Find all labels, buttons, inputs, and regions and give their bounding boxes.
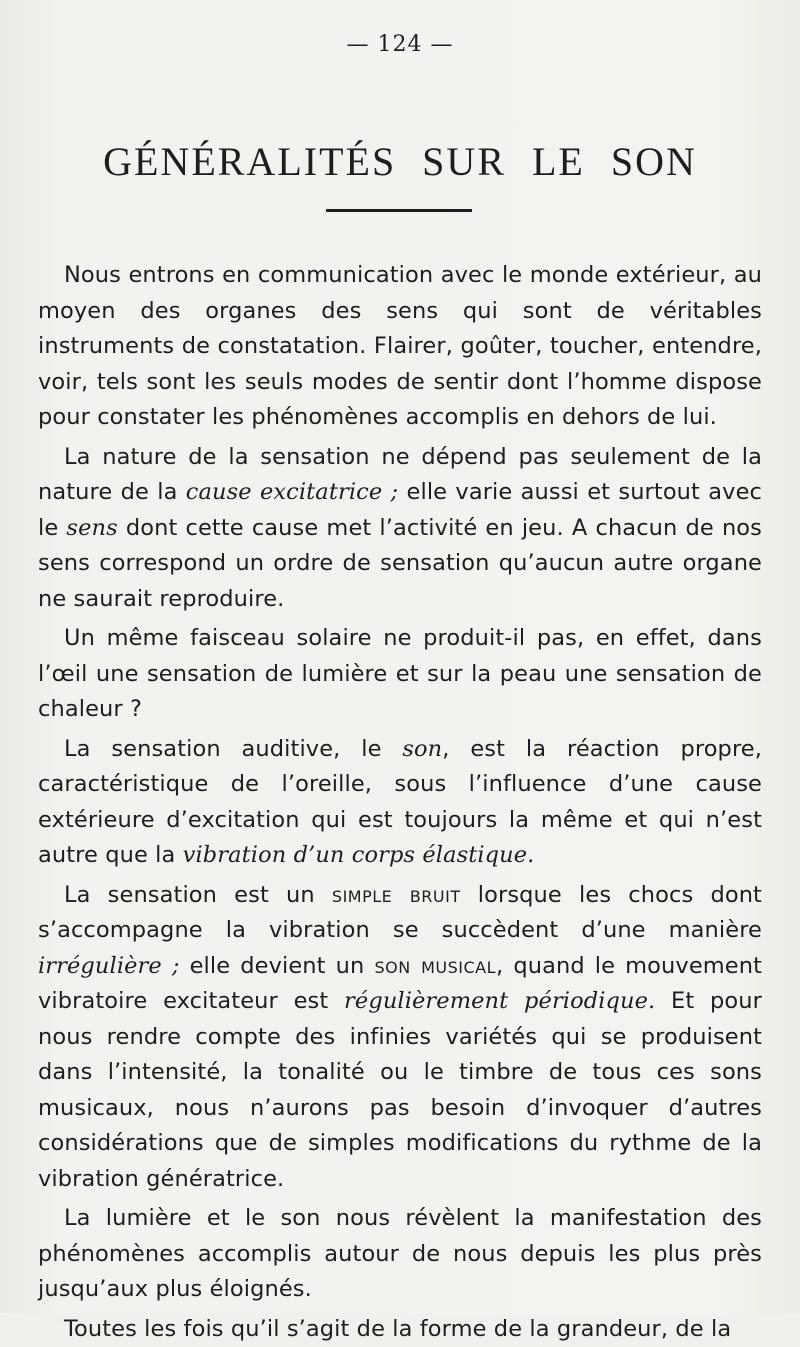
title-rule — [326, 209, 472, 212]
chapter-title: GÉNÉRALITÉS SUR LE SON — [0, 138, 800, 185]
text-run: Nous entrons en communication avec le monde extérieur, au moyen des organes des sens qui sont de véritables instruments de constatation. Flairer, goûter, toucher, entendre, voir, tels sont les seuls modes de sentir dont l’homme dispose pour constater les phénomènes accomplis en dehors de lui. — [38, 262, 762, 430]
text-run: , est la réaction propre, caractéristique de l’oreille, sous l’influence d’une cause extérieure d’excitation qui est toujours la même et qui n’est autre que la — [38, 736, 762, 869]
paragraph — [38, 258, 762, 436]
text-run: dont cette cause met l’activité en jeu. A chacun de nos sens correspond un ordre de sensation qu’aucun autre organe ne saurait reproduire. — [38, 515, 762, 612]
text-run: La lumière et le son nous révèlent la manifestation des phénomènes accomplis autour de nous depuis les plus près jusqu’aux plus éloignés. — [38, 1205, 762, 1302]
paragraph — [38, 621, 762, 728]
italic-text: sens — [66, 515, 117, 541]
italic-text: son — [402, 736, 442, 762]
italic-text: vibration d’un corps élastique. — [183, 842, 535, 868]
text-run: Toutes les fois qu’il s’agit de la forme de la grandeur, de la — [64, 1316, 731, 1342]
paragraph — [38, 440, 762, 618]
paragraph — [38, 1312, 762, 1347]
italic-text: irrégulière ; — [38, 953, 180, 979]
text-run: elle devient un — [180, 953, 375, 979]
paragraph — [38, 732, 762, 874]
italic-text: régulièrement périodique. — [344, 988, 655, 1014]
body-text — [38, 258, 762, 1347]
text-run: La nature de la sensation ne dépend pas seulement de la nature de la — [38, 444, 762, 506]
small-caps-text: son musical — [374, 953, 496, 979]
text-run: elle varie aussi et surtout avec le — [38, 479, 762, 541]
text-run: La sensation est un — [64, 882, 332, 908]
small-caps-text: simple bruit — [332, 882, 461, 908]
text-run: Et pour nous rendre compte des infinies variétés qui se produisent dans l’intensité, la tonalité ou le timbre de tous ces sons musicaux, nous n’aurons pas besoin d’invoquer d’autres considérations que de simples modifications du rythme de la vibration génératrice. — [38, 988, 762, 1192]
text-run: Un même faisceau solaire ne produit-il pas, en effet, dans l’œil une sensation de lumière et sur la peau une sensation de chaleur ? — [38, 625, 762, 722]
paragraph — [38, 878, 762, 1198]
text-run: lorsque les chocs dont s’accompagne la vibration se succèdent d’une manière — [38, 882, 762, 944]
text-run: La sensation auditive, le — [64, 736, 402, 762]
paragraph — [38, 1201, 762, 1308]
italic-text: cause excitatrice ; — [186, 479, 398, 505]
text-run: , quand le mouvement vibratoire excitateur est — [38, 953, 762, 1015]
page-number: — 124 — — [0, 32, 800, 57]
